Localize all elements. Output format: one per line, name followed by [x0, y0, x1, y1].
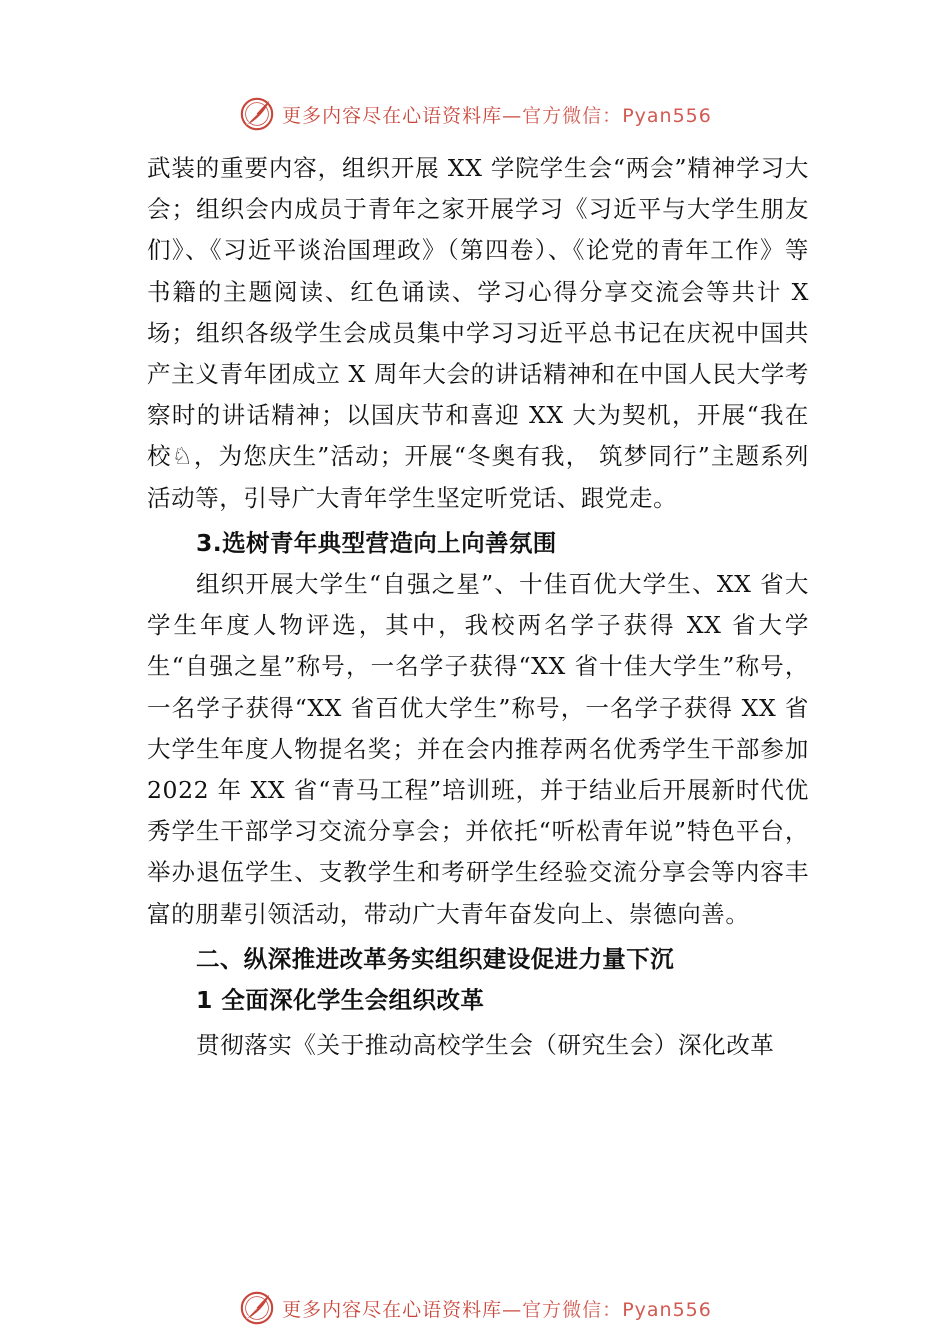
header-watermark-banner [0, 94, 950, 134]
watermark-brand: 更多内容尽在心语资料库 [282, 1298, 503, 1321]
watermark-wechat-label: 官方微信： [522, 1298, 623, 1321]
watermark-brand: 更多内容尽在心语资料库 [282, 104, 503, 127]
footer-watermark-banner [0, 1288, 950, 1328]
watermark-separator: — [502, 104, 523, 127]
section-subheading: 1 全面深化学生会组织改革 [196, 986, 485, 1015]
body-paragraph: 贯彻落实《关于推动高校学生会（研究生会）深化改革 [196, 1031, 775, 1060]
watermark-text [282, 1295, 712, 1322]
quill-seal-icon [238, 1289, 276, 1327]
watermark-wechat-id: Pyan556 [622, 104, 712, 127]
document-body [147, 148, 809, 1066]
body-paragraph: 武装的重要内容，组织开展 XX 学院学生会“两会”精神学习大会；组织会内成员于青年之家开展学习《习近平与大学生朋友们》、《习近平谈治国理政》（第四卷）、《论党的青年工作》等书籍的主题阅读、红色诵读、学习心得分享交流会等共计 X 场；组织各级学生会成员集中学习习近平总书记在庆祝中国共产主义青年团成立 X 周年大会的讲话精神和在中国人民大学考察时的讲话精神；以国庆节和喜迎 XX 大为契机，开展“我在校♘，为您庆生”活动；开展“冬奥有我， 筑梦同行”主题系列活动等，引导广大青年学生坚定听党话、跟党走。 [147, 154, 809, 512]
quill-seal-icon [238, 95, 276, 133]
section-subheading: 3.选树青年典型营造向上向善氛围 [196, 528, 557, 557]
watermark-wechat-id: Pyan556 [622, 1298, 712, 1321]
body-paragraph: 组织开展大学生“自强之星”、十佳百优大学生、XX 省大学生年度人物评选，其中，我校两名学子获得 XX 省大学生“自强之星”称号，一名学子获得“XX 省十佳大学生”称号，一名学子获得“XX 省百优大学生”称号，一名学子获得 XX 省大学生年度人物提名奖；并在会内推荐两名优秀学生干部参加 2022 年 XX 省“青马工程”培训班，并于结业后开展新时代优秀学生干部学习交流分享会；并依托“听松青年说”特色平台，举办退伍学生、支教学生和考研学生经验交流分享会等内容丰富的朋辈引领活动，带动广大青年奋发向上、崇德向善。 [147, 570, 809, 928]
watermark-text [282, 101, 712, 128]
watermark-wechat-label: 官方微信： [522, 104, 623, 127]
watermark-separator: — [502, 1298, 523, 1321]
section-heading: 二、纵深推进改革务实组织建设促进力量下沉 [196, 944, 674, 973]
